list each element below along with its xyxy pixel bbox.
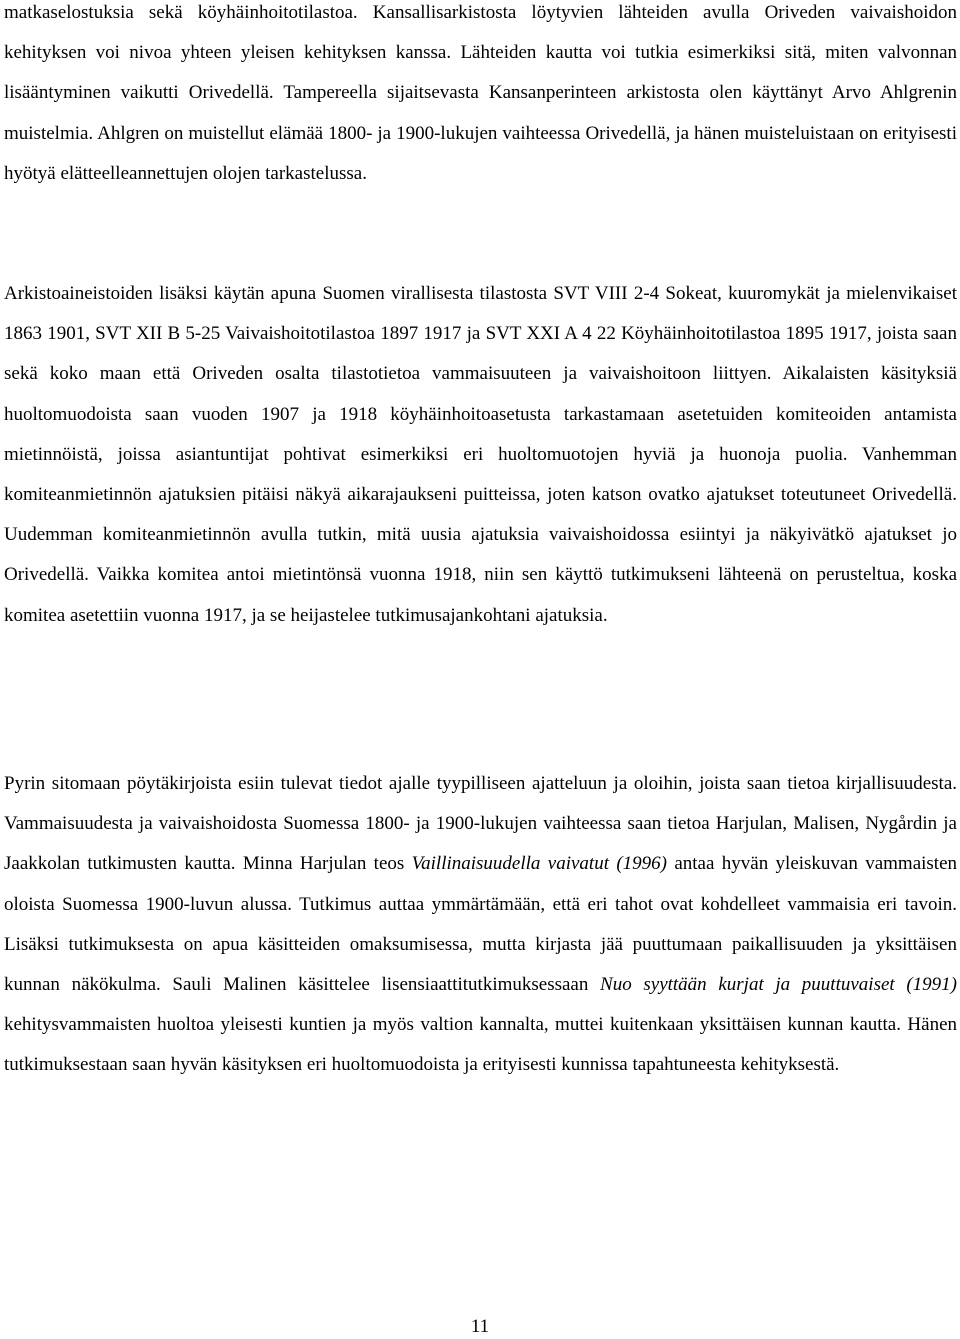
paragraph-text: kehitysvammaisten huoltoa yleisesti kuntien ja myös valtion kannalta, muttei kuitenkaan yksittäisen kunnan kautta. Hänen tutkimuksestaan saan hyvän käsityksen eri huoltomuodoista ja erityisesti kunnissa tapahtuneesta kehityksestä.: [4, 1014, 957, 1076]
page-number: 11: [470, 1316, 490, 1337]
paragraph-statistics-committees: Arkistoaineistoiden lisäksi käytän apuna Suomen virallisesta tilastosta SVT VIII 2-4 Sokeat, kuuromykät ja mielenvikaiset 1863 1901, SVT XII B 5-25 Vaivaishoitotilastoa 1897 1917 ja SVT XXI A 4 22 Köyhäinhoitotilastoa 1895 1917, joista saan sekä koko maan että Oriveden osalta tilastotietoa vammaisuuteen ja vaivaishoitoon liittyen. Aikalaisten käsityksiä huoltomuodoista saan vuoden 1907 ja 1918 köyhäinhoitoasetusta tarkastamaan asetetuiden komiteoiden antamista mietinnöistä, joissa asiantuntijat pohtivat esimerkiksi eri huoltomuotojen hyviä ja huonoja puolia. Vanhemman komiteanmietinnön ajatuksien pitäisi näkyä aikarajaukseni puitteissa, joten katson ovatko ajatukset toteutuneet Orivedellä. Uudemman komiteanmietinnön avulla tutkin, mitä uusia ajatuksia vaivaishoidossa esiintyi ja näkyivätkö ajatukset jo Orivedellä. Vaikka komitea antoi mietintönsä vuonna 1918, niin sen käyttö tutkimukseni lähteenä on perusteltua, koska komitea asetettiin vuonna 1917, ja se heijastelee tutkimusajankohtani ajatuksia.: [4, 283, 957, 626]
paragraph-sources-archives: matkaselostuksia sekä köyhäinhoitotilastoa. Kansallisarkistosta löytyvien lähteiden avulla Oriveden vaivaishoidon kehityksen voi nivoa yhteen yleisen kehityksen kanssa. Lähteiden kautta voi tutkia esimerkiksi sitä, miten valvonnan lisääntyminen vaikutti Orivedellä. Tampereella sijaitsevasta Kansanperinteen arkistosta olen käyttänyt Arvo Ahlgrenin muistelmia. Ahlgren on muistellut elämää 1800- ja 1900-lukujen vaihteessa Orivedellä, ja hänen muisteluistaan on erityisesti hyötyä elätteelleannettujen olojen tarkastelussa.: [4, 2, 957, 184]
book-title-malinen: Nuo syyttään kurjat ja puuttuvaiset (1991): [600, 974, 957, 996]
book-title-harjula: Vaillinaisuudella vaivatut (1996): [411, 853, 667, 875]
paragraph-text: antaa hyvän yleiskuvan vammaisten oloista Suomessa 1900-luvun alussa. Tutkimus auttaa ymmärtämään, että eri tahot ovat kohdelleet vammaisia eri tavoin. Lisäksi tutkimuksesta on apua käsitteiden omaksumisessa, mutta kirjasta jää puuttumaan paikallisuuden ja yksittäisen kunnan näkökulma. Sauli Malinen käsittelee lisensiaattitutkimuksessaan: [4, 853, 958, 996]
paragraph-literature: [4, 764, 957, 1086]
paragraph-text: Pyrin sitomaan pöytäkirjoista esiin tulevat tiedot ajalle tyypilliseen ajatteluun ja oloihin, joista saan tietoa kirjallisuudesta. Vammaisuudesta ja vaivaishoidosta Suomessa 1800- ja 1900-lukujen vaihteessa saan tietoa Harjulan, Malisen, Nygårdin ja Jaakkolan tutkimusten kautta. Minna Harjulan teos: [4, 773, 957, 875]
